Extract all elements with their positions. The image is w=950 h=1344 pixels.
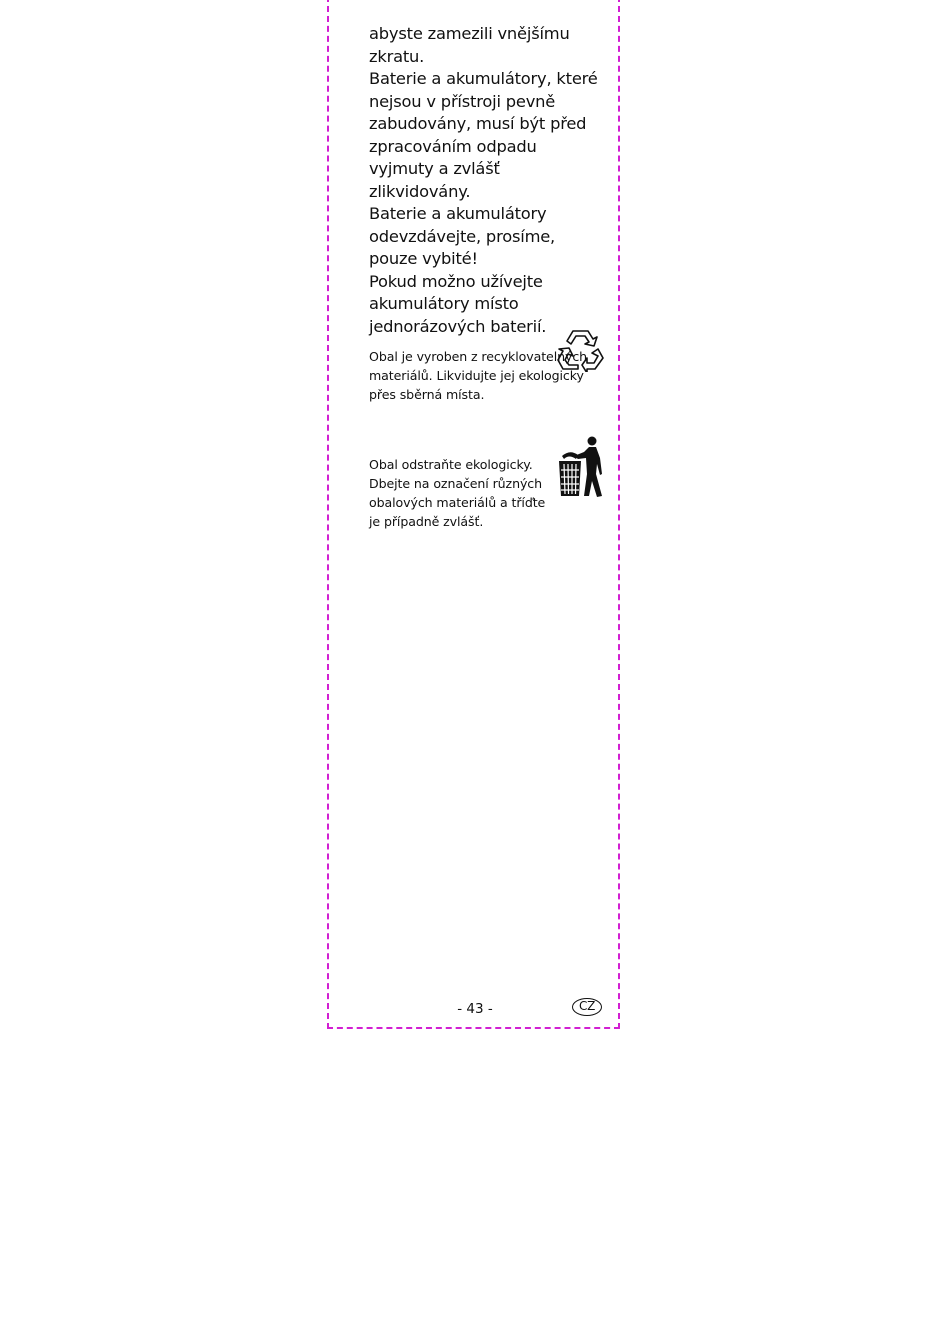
- trash-disposal-icon: [556, 436, 606, 498]
- dispose-note-text: Obal odstraňte ekologicky. Dbejte na označení různých obalových materiálů a tříďte je případně zvlášť.: [369, 457, 546, 529]
- paragraph-use-rechargeables: Pokud možno užívejte akumulátory místo jednorázových baterií.: [369, 271, 547, 336]
- main-text: [369, 23, 601, 338]
- country-code-badge: CZ: [572, 998, 602, 1016]
- recycle-icon: [557, 327, 604, 372]
- paragraph-return-discharged: Baterie a akumulátory odevzdávejte, prosíme, pouze vybité!: [369, 204, 556, 268]
- recycle-note-text: Obal je vyroben z recyklovatelných materiálů. Likvidujte jej ekologicky přes sběrná místa.: [369, 349, 588, 402]
- paragraph-remove-batteries: Baterie a akumulátory, které nejsou v přístroji pevně zabudovány, musí být před zpracováním odpadu vyjmuty a zvlášť zlikvidovány.: [369, 69, 598, 201]
- paragraph-short-circuit: abyste zamezili vnějšímu zkratu.: [369, 24, 570, 66]
- page-number: - 43 -: [457, 1001, 493, 1017]
- dispose-note: [369, 455, 551, 531]
